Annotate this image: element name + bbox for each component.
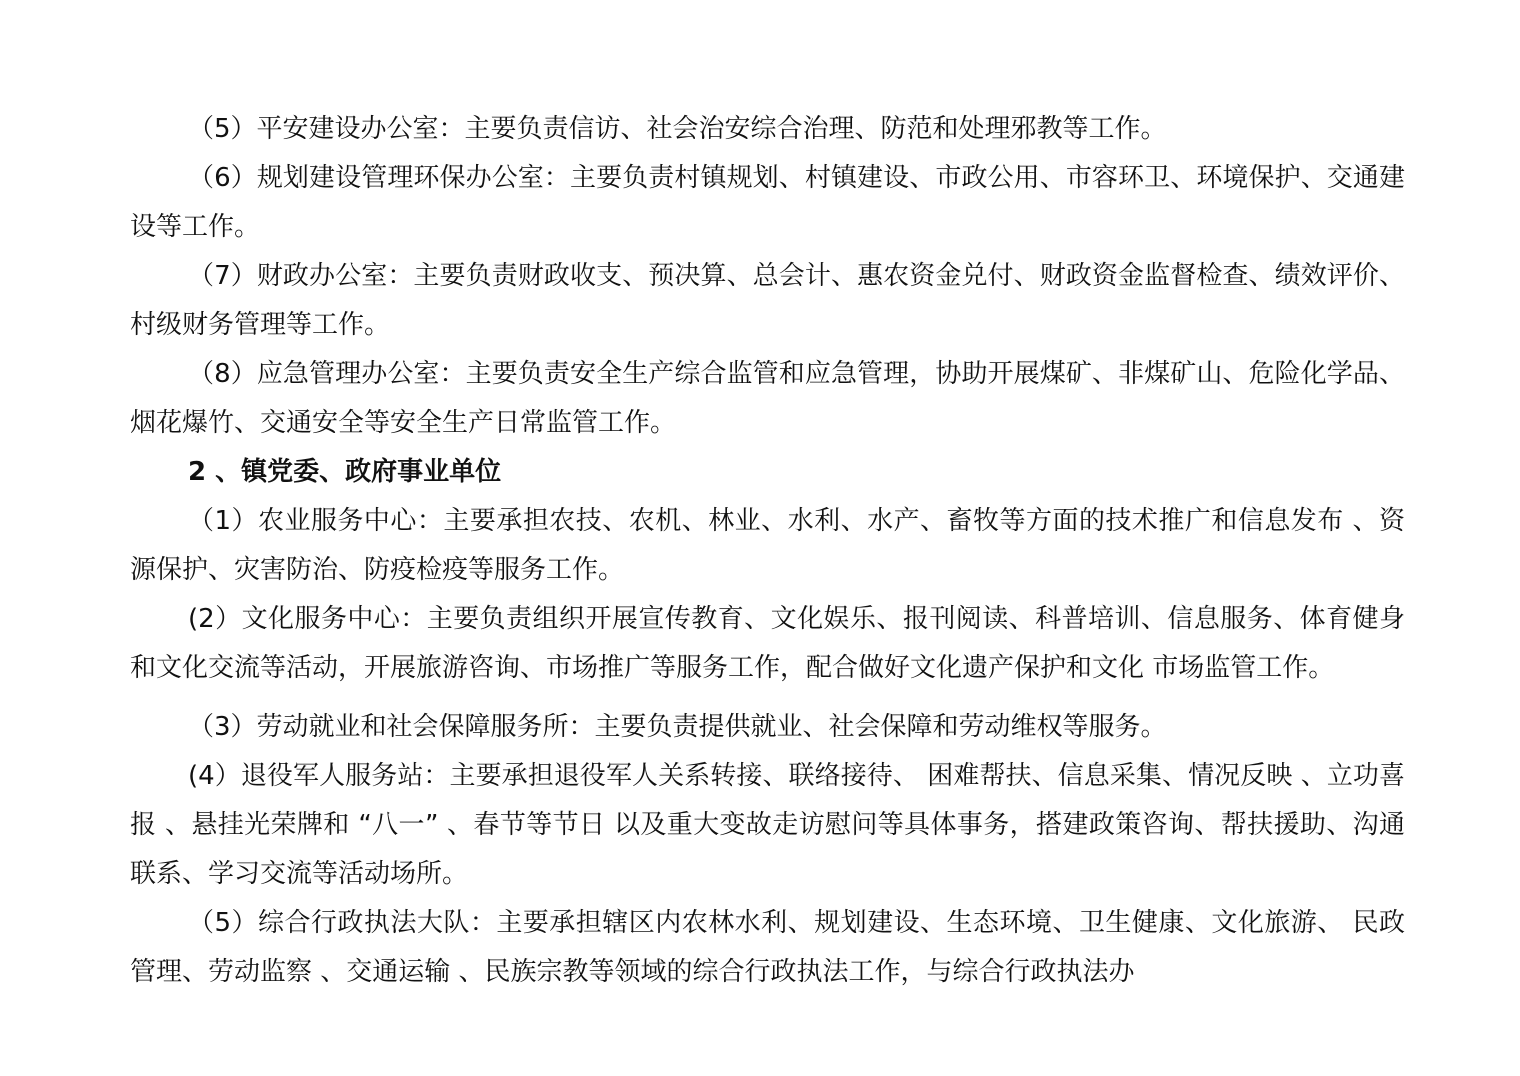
paragraph-ping-an-jian-she: （5）平安建设办公室：主要负责信访、社会治安综合治理、防范和处理邪教等工作。: [188, 114, 1167, 144]
paragraph-tui-yi-jun-ren: (4）退役军人服务站：主要承担退役军人关系转接、联络接待、 困难帮扶、信息采集、情况反映 、立功喜报 、悬挂光荣牌和 “八一” 、春节等节日 以及重大变故走访慰问等具体事务，搭建政策咨询、帮扶援助、沟通联系、学习交流等活动场所。: [130, 761, 1405, 889]
paragraph-gui-hua-jian-she: （6）规划建设管理环保办公室：主要负责村镇规划、村镇建设、市政公用、市容环卫、环境保护、交通建设等工作。: [130, 163, 1405, 242]
paragraph-nong-ye-fu-wu: （1）农业服务中心：主要承担农技、农机、林业、水利、水产、畜牧等方面的技术推广和信息发布 、资源保护、灾害防治、防疫检疫等服务工作。: [130, 506, 1405, 585]
paragraph-ying-ji-guan-li: （8）应急管理办公室：主要负责安全生产综合监管和应急管理，协助开展煤矿、非煤矿山、危险化学品、烟花爆竹、交通安全等安全生产日常监管工作。: [130, 359, 1405, 438]
document-page: [130, 105, 1405, 997]
paragraph-zong-he-xing-zheng: （5）综合行政执法大队：主要承担辖区内农林水利、规划建设、生态环境、卫生健康、文化旅游、 民政管理、劳动监察 、交通运输 、民族宗教等领域的综合行政执法工作，与综合行政执法办: [130, 908, 1405, 987]
paragraph-lao-dong-jiu-ye: （3）劳动就业和社会保障服务所：主要负责提供就业、社会保障和劳动维权等服务。: [188, 712, 1167, 742]
paragraph-cai-zheng: （7）财政办公室：主要负责财政收支、预决算、总会计、惠农资金兑付、财政资金监督检查、绩效评价、村级财务管理等工作。: [130, 261, 1405, 340]
section-heading-shi-ye-dan-wei: 2 、镇党委、政府事业单位: [188, 457, 502, 487]
paragraph-wen-hua-fu-wu: (2）文化服务中心：主要负责组织开展宣传教育、文化娱乐、报刊阅读、科普培训、信息服务、体育健身和文化交流等活动，开展旅游咨询、市场推广等服务工作，配合做好文化遗产保护和文化 市场监管工作。: [130, 604, 1405, 683]
